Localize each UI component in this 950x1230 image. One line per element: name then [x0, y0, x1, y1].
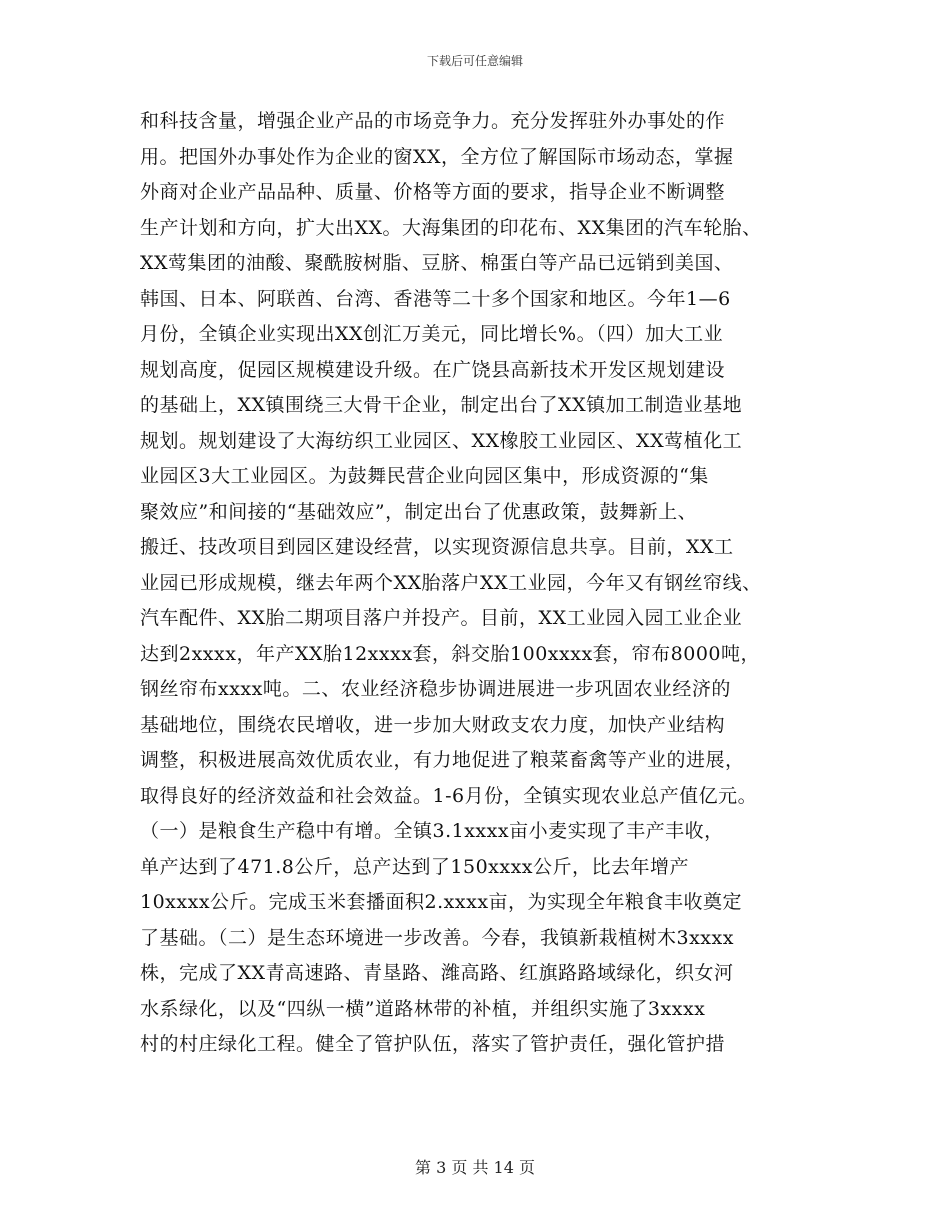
body-line: 达到2xxxx，年产XX胎12xxxx套，斜交胎100xxxx套，帘布8000吨，: [140, 642, 761, 665]
body-line: 单产达到了471.8公斤，总产达到了150xxxx公斤，比去年增产: [140, 855, 690, 878]
body-line: 用。把国外办事处作为企业的窗XX，全方位了解国际市场动态，掌握: [140, 145, 734, 168]
body-line: 业园已形成规模，继去年两个XX胎落户XX工业园，今年又有钢丝帘线、: [140, 571, 762, 594]
body-line: 汽车配件、XX胎二期项目落户并投产。目前，XX工业园入园工业企业: [140, 607, 743, 629]
body-line: 聚效应”和间接的“基础效应”，制定出台了优惠政策，鼓舞新上、: [140, 500, 698, 523]
body-line: 10xxxx公斤。完成玉米套播面积2.xxxx亩，为实现全年粮食丰收奠定: [140, 891, 743, 913]
body-line: 的基础上，XX镇围绕三大骨干企业，制定出台了XX镇加工制造业基地: [140, 394, 743, 416]
body-line: 基础地位，围绕农民增收，进一步加大财政支农力度，加快产业结构: [140, 713, 726, 736]
body-line: 钢丝帘布xxxx吨。二、农业经济稳步协调进展进一步巩固农业经济的: [140, 678, 731, 700]
body-line: 韩国、日本、阿联酋、台湾、香港等二十多个国家和地区。今年1—6: [140, 287, 731, 310]
body-line: 取得良好的经济效益和社会效益。1-6月份，全镇实现农业总产值亿元。: [140, 784, 758, 807]
body-line: 生产计划和方向，扩大出XX。大海集团的印花布、XX集团的汽车轮胎、: [140, 216, 762, 239]
body-line: 了基础。（二）是生态环境进一步改善。今春，我镇新栽植树木3xxxx: [140, 926, 734, 949]
body-line: （一）是粮食生产稳中有增。全镇3.1xxxx亩小麦实现了丰产丰收，: [140, 820, 724, 842]
body-line: 搬迁、技改项目到园区建设经营，以实现资源信息共享。目前，XX工: [140, 536, 734, 558]
body-line: XX莺集团的油酸、聚酰胺树脂、豆脐、棉蛋白等产品已远销到美国、: [140, 252, 734, 274]
document-body: [140, 104, 820, 1063]
body-line: 村的村庄绿化工程。健全了管护队伍，落实了管护责任，强化管护措: [140, 1033, 726, 1055]
body-line: 业园区3大工业园区。为鼓舞民营企业向园区集中，形成资源的“集: [140, 465, 709, 487]
body-line: 月份，全镇企业实现出XX创汇万美元，同比增长%。（四）加大工业: [140, 323, 724, 345]
body-line: 调整，积极进展高效优质农业，有力地促进了粮菜畜禽等产业的进展，: [140, 749, 745, 771]
body-line: 株，完成了XX青高速路、青垦路、潍高路、红旗路路域绿化，织女河: [140, 962, 734, 984]
body-line: 规划高度，促园区规模建设升级。在广饶县高新技术开发区规划建设: [140, 358, 726, 381]
body-line: 和科技含量，增强企业产品的市场竞争力。充分发挥驻外办事处的作: [140, 110, 726, 132]
body-line: 规划。规划建设了大海纺织工业园区、XX橡胶工业园区、XX莺植化工: [140, 429, 743, 452]
body-line: 水系绿化，以及“四纵一横”道路林带的补植，并组织实施了3xxxx: [140, 997, 706, 1020]
page-number: 第 3 页 共 14 页: [415, 1158, 535, 1177]
page-header-note: 下载后可任意编辑: [426, 54, 523, 68]
body-line: 外商对企业产品品种、质量、价格等方面的要求，指导企业不断调整: [140, 181, 726, 203]
